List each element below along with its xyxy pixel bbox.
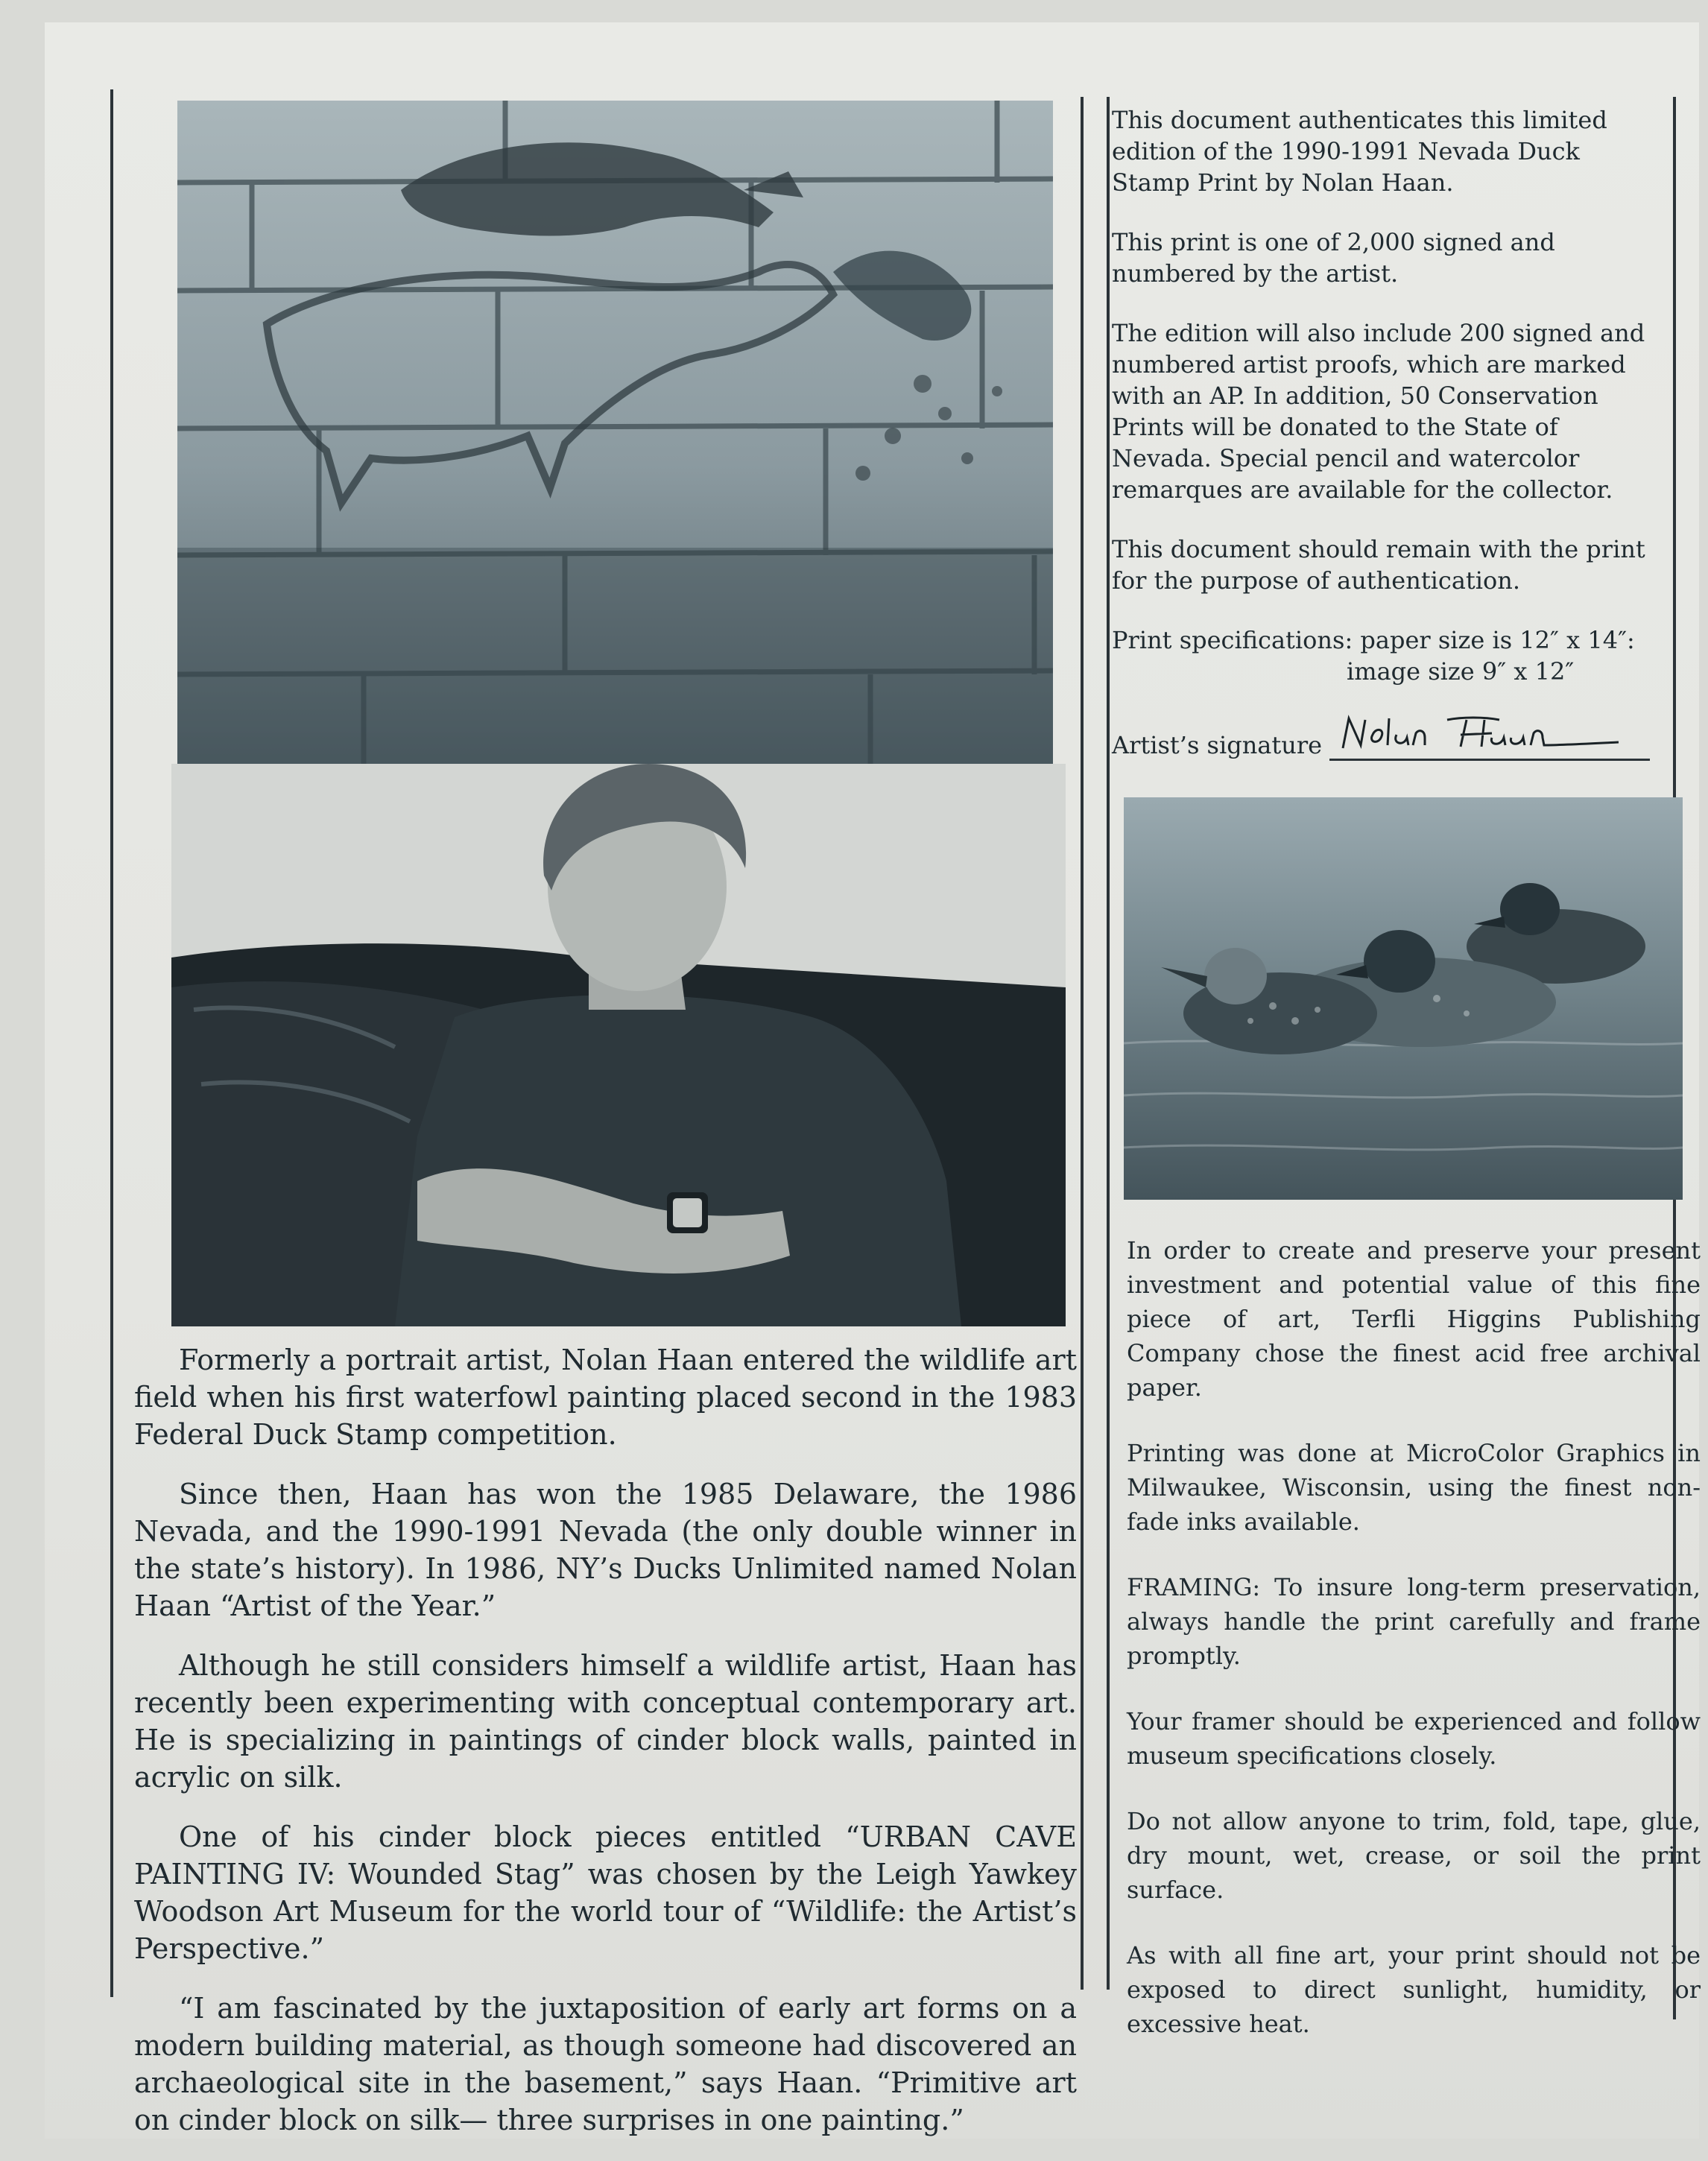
print-specifications — [1112, 624, 1663, 687]
left-vertical-rule — [110, 89, 113, 1997]
document-sheet — [45, 22, 1699, 2139]
auth-paragraph-3: The edition will also include 200 signed and numbered artist proofs, which are marked with an AP. In addition, 50 Conservation Prints will be donated to the State of Nevada. Special pencil and watercolor remarques are available for the collector. — [1112, 319, 1645, 504]
bio-paragraph-4: One of his cinder block pieces entitled “URBAN CAVE PAINTING IV: Wounded Stag” was chosen by the Leigh Yawkey Woodson Art Museum for the world tour of “Wildlife: the Artist’s Perspective.” — [134, 1820, 1077, 1965]
bio-paragraph-2: Since then, Haan has won the 1985 Delaware, the 1986 Nevada, and the 1990-1991 Nevada (the only double winner in the state’s history). In 1986, NY’s Ducks Unlimited named Nolan Haan “Artist of the Year.” — [134, 1478, 1077, 1622]
spec-line-1: Print specifications: paper size is 12″ x 14″: — [1112, 626, 1635, 654]
artist-portrait-photo — [171, 764, 1066, 1326]
signature-label: Artist’s signature — [1112, 731, 1323, 759]
signature-row — [1112, 715, 1663, 761]
center-vertical-rule-b — [1107, 97, 1110, 1990]
auth-paragraph-2: This print is one of 2,000 signed and numbered by the artist. — [1112, 228, 1555, 288]
care-instructions — [1127, 1233, 1701, 2072]
bio-paragraph-1: Formerly a portrait artist, Nolan Haan entered the wildlife art field when his first waterfowl painting placed second in the 1983 Federal Duck Stamp competition. — [134, 1344, 1077, 1451]
care-paragraph-5: Do not allow anyone to trim, fold, tape, glue, dry mount, wet, crease, or soil the print surface. — [1127, 1807, 1701, 1904]
signature-line — [1329, 715, 1650, 761]
care-paragraph-3: FRAMING: To insure long-term preservation, always handle the print carefully and frame promptly. — [1127, 1573, 1701, 1670]
care-paragraph-4: Your framer should be experienced and follow museum specifications closely. — [1127, 1707, 1701, 1770]
auth-paragraph-4: This document should remain with the print for the purpose of authentication. — [1112, 535, 1645, 595]
spec-line-2: image size 9″ x 12″ — [1347, 657, 1575, 686]
care-paragraph-6: As with all fine art, your print should not be exposed to direct sunlight, humidity, or excessive heat. — [1127, 1941, 1701, 2038]
handwritten-signature — [1335, 712, 1633, 757]
auth-paragraph-1: This document authenticates this limited edition of the 1990-1991 Nevada Duck Stamp Print by Nolan Haan. — [1112, 106, 1607, 197]
authentication-block — [1112, 104, 1663, 761]
care-paragraph-1: In order to create and preserve your present investment and potential value of this fine piece of art, Terfli Higgins Publishing Company chose the finest acid free archival paper. — [1127, 1236, 1701, 1402]
duck-stamp-print-photo — [1124, 797, 1683, 1200]
artist-biography — [134, 1341, 1077, 2161]
cave-painting-photo — [177, 101, 1053, 764]
bio-paragraph-3: Although he still considers himself a wildlife artist, Haan has recently been experimenting with conceptual contemporary art. He is specializing in paintings of cinder block walls, painted in acrylic on silk. — [134, 1649, 1077, 1794]
bio-paragraph-5: “I am fascinated by the juxtaposition of early art forms on a modern building material, as though someone had discovered an archaeological site in the basement,” says Haan. “Primitive art on cinder block on silk— three surprises in one painting.” — [134, 1992, 1077, 2136]
care-paragraph-2: Printing was done at MicroColor Graphics in Milwaukee, Wisconsin, using the finest non-fade inks available. — [1127, 1439, 1701, 1536]
center-vertical-rule-a — [1081, 97, 1084, 1990]
